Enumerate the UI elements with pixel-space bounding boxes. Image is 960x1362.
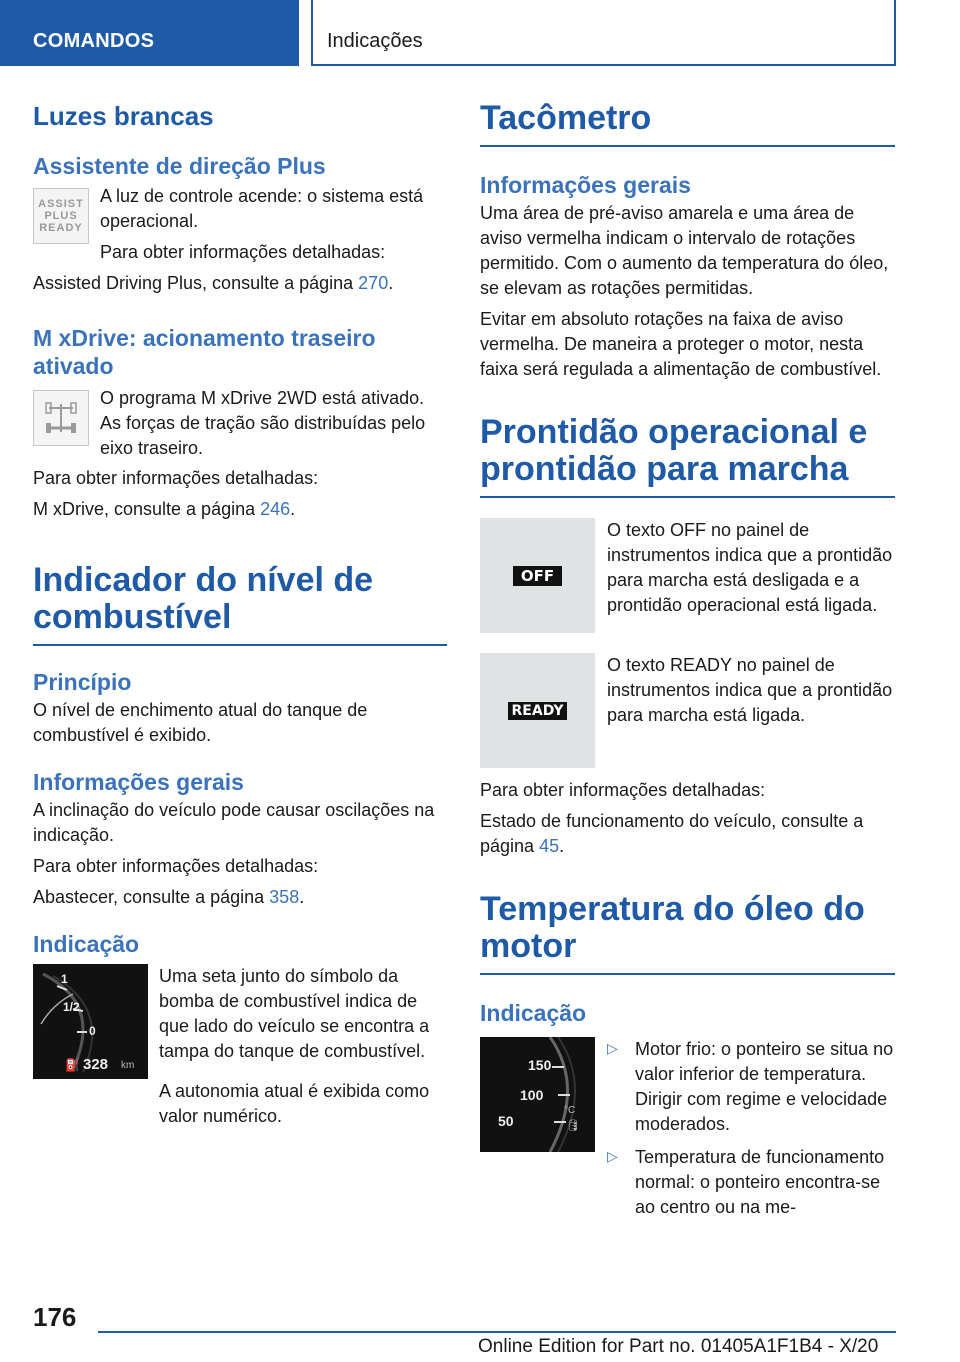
page-link-270[interactable]: 270 [358, 273, 389, 293]
mxdrive-reference: M xDrive, consulte a página 246. [33, 499, 296, 519]
off-label: OFF [513, 566, 562, 586]
ready-block [480, 653, 895, 768]
oil-mark-100: 100 [520, 1087, 544, 1103]
page-link-45[interactable]: 45 [539, 836, 560, 856]
oil-block [480, 1037, 895, 1220]
bullet-item [607, 1037, 895, 1137]
chapter-tab [311, 0, 896, 66]
fuel-mark-empty: 0 [89, 1024, 96, 1038]
heading-mxdrive: M xDrive: acionamento traseiro ativado [33, 325, 376, 379]
ready-reference: Estado de funcionamento do veículo, consulte a página 45. [480, 811, 864, 856]
fuel-range-value: 328 [83, 1056, 109, 1073]
display-text-1: Uma seta junto do símbolo da bomba de combustível indica de que lado do veículo se encontra a tampa do tanque de combustível. [159, 966, 430, 1061]
mxdrive-text-2: Para obter informações detalhadas: [33, 468, 319, 488]
mxdrive-text: O programa M xDrive 2WD está ativado. As forças de tração são distribuídas pelo eixo traseiro. [100, 388, 426, 458]
ready-text: O texto READY no painel de instrumentos indica que a prontidão para marcha está ligada. [607, 655, 893, 725]
fuel-gauge-image [33, 964, 148, 1079]
footer-divider [98, 1331, 896, 1333]
left-column [33, 100, 447, 1129]
section-title: COMANDOS [33, 30, 155, 52]
mxdrive-rear-axle-icon [33, 390, 89, 446]
footer-edition: Online Edition for Part no. 01405A1F1B4 - X/20 [478, 1336, 879, 1357]
assist-block [33, 184, 447, 265]
section-tab [0, 0, 299, 66]
page-number: 176 [33, 1302, 77, 1332]
fuel-mark-half: 1/2 [63, 1000, 80, 1014]
general-text-1: A inclinação do veículo pode causar oscilações na indicação. [33, 800, 435, 845]
display-block [33, 964, 447, 1079]
oil-mark-50: 50 [498, 1113, 514, 1129]
heading-tachometer: Tacômetro [480, 100, 895, 147]
heading-display: Indicação [33, 931, 140, 957]
assist-text-2: Para obter informações detalhadas: [100, 242, 386, 262]
fuel-pump-icon: ⛽ [65, 1058, 80, 1072]
assist-reference: Assisted Driving Plus, consulte a página 270. [33, 273, 394, 293]
bullet-text-2: Temperatura de funcionamento normal: o ponteiro encontra-se ao centro ou na me- [635, 1147, 885, 1217]
off-text: O texto OFF no painel de instrumentos indica que a prontidão para marcha está desligada e a prontidão operacional está ligada. [607, 520, 893, 615]
ready-display-image [480, 653, 595, 768]
heading-readiness: Prontidão operacional e prontidão para marcha [480, 414, 895, 498]
bullet-item [607, 1145, 895, 1220]
principle-text: O nível de enchimento atual do tanque de combustível é exibido. [33, 700, 368, 745]
ready-text-2: Para obter informações detalhadas: [480, 780, 766, 800]
display-text-2: A autonomia atual é exibida como valor numérico. [159, 1081, 430, 1126]
chapter-title: Indicações [327, 30, 423, 52]
page-link-358[interactable]: 358 [269, 887, 300, 907]
mxdrive-block [33, 386, 447, 461]
oil-temp-gauge-image [480, 1037, 595, 1152]
ready-label: READY [508, 702, 568, 720]
oil-can-icon: 🛢 [566, 1120, 580, 1132]
oil-unit: °C [564, 1105, 576, 1116]
off-display-image [480, 518, 595, 633]
bullet-triangle-icon: ▷ [607, 1148, 618, 1164]
heading-tach-general: Informações gerais [480, 172, 691, 198]
heading-fuel-indicator: Indicador do nível de combustível [33, 562, 447, 646]
heading-general-info: Informações gerais [33, 769, 244, 795]
right-column [480, 100, 895, 1220]
heading-white-lights: Luzes brancas [33, 101, 214, 131]
off-block [480, 518, 895, 633]
general-text-2: Para obter informações detalhadas: [33, 856, 319, 876]
heading-principle: Princípio [33, 669, 132, 695]
bullet-text-1: Motor frio: o ponteiro se situa no valor inferior de temperatura. Dirigir com regime e velocidade moderados. [635, 1039, 894, 1134]
heading-oil-display: Indicação [480, 1000, 587, 1026]
fuel-mark-full: 1 [61, 972, 68, 986]
assist-plus-ready-icon: ASSIST PLUS READY [33, 188, 89, 244]
fuel-range-unit: km [121, 1060, 135, 1071]
heading-assist: Assistente de direção Plus [33, 153, 326, 179]
page-link-246[interactable]: 246 [260, 499, 291, 519]
assist-text-1: A luz de controle acende: o sistema está operacional. [100, 186, 424, 231]
heading-oil-temp: Temperatura do óleo do motor [480, 891, 895, 975]
general-reference: Abastecer, consulte a página 358. [33, 887, 305, 907]
bullet-triangle-icon: ▷ [607, 1040, 618, 1056]
oil-mark-150: 150 [528, 1057, 552, 1073]
tach-text-2: Evitar em absoluto rotações na faixa de aviso vermelha. De maneira a proteger o motor, nesta faixa será regulada a alimentação de combustível. [480, 309, 882, 379]
oil-bullets [607, 1037, 895, 1220]
tach-text-1: Uma área de pré-aviso amarela e uma área de aviso vermelha indicam o intervalo de rotações permitido. Com o aumento da temperatura do óleo, se elevam as rotações permitidas. [480, 203, 889, 298]
